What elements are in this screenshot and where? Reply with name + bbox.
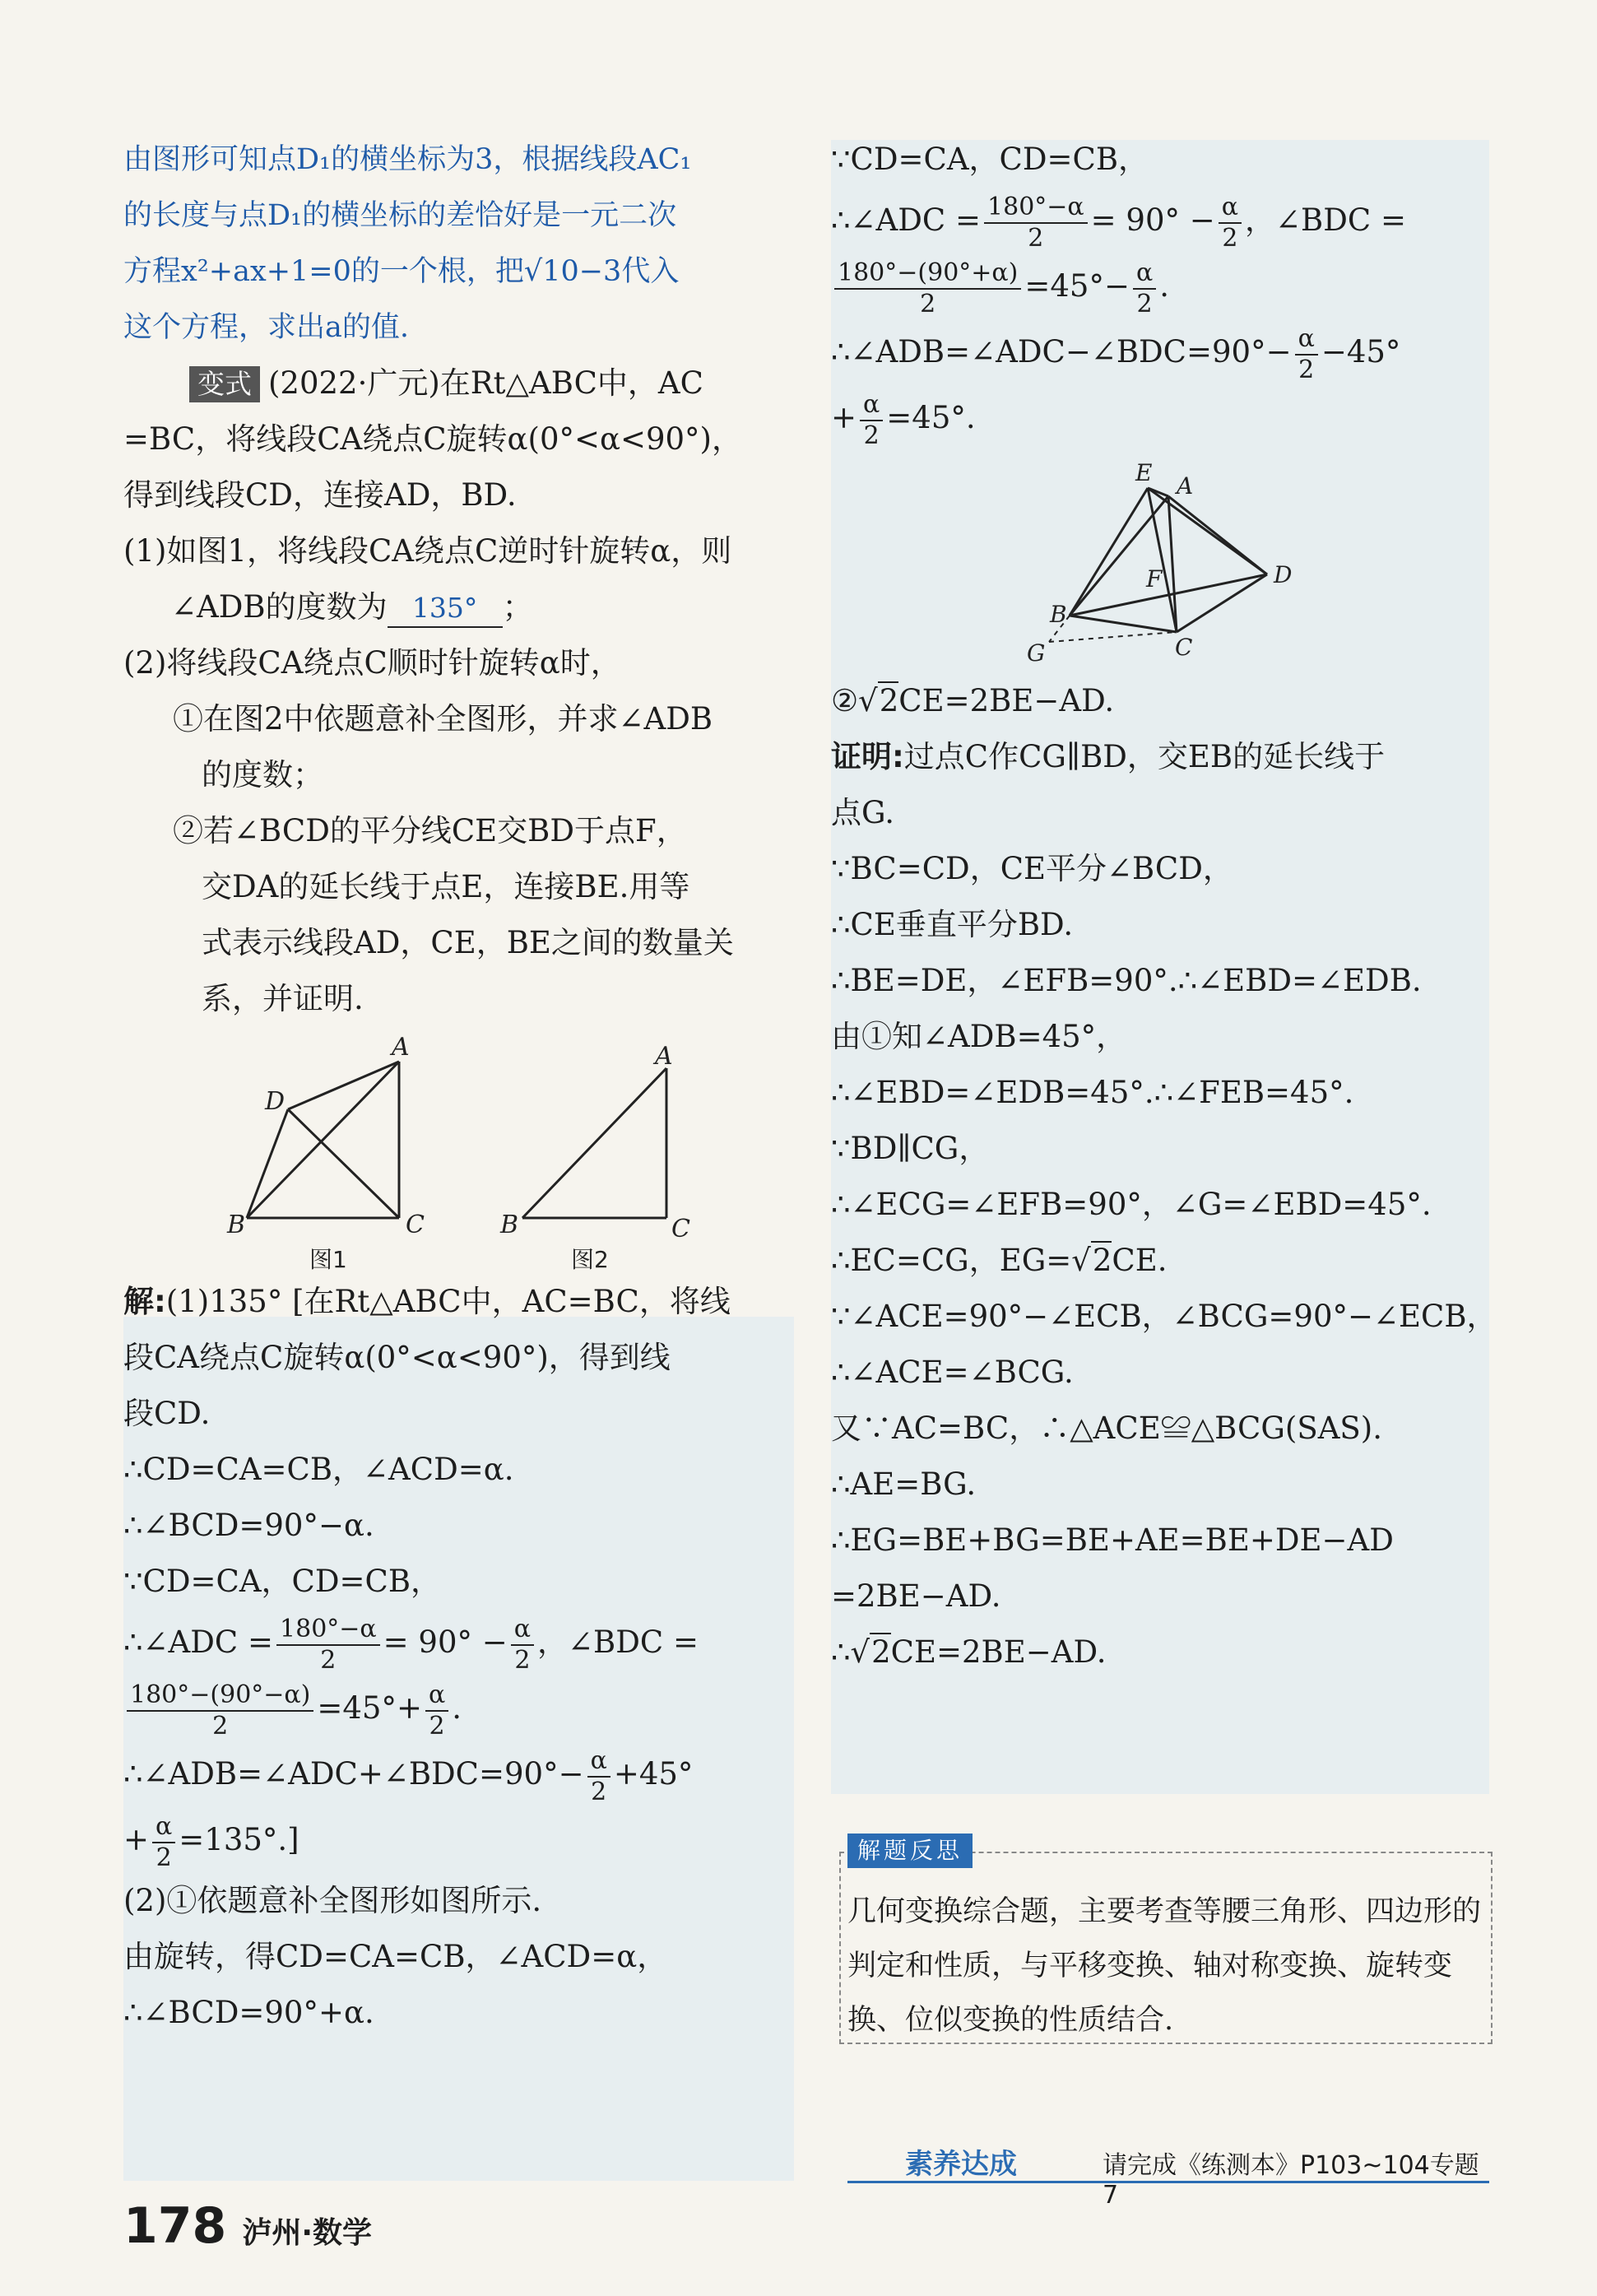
hint-line: 方程x²+ax+1=0的一个根，把√10−3代入 bbox=[123, 255, 680, 288]
solution-line: ∵CD=CA，CD=CB， bbox=[123, 1564, 442, 1599]
question-2-1: ①在图2中依题意补全图形，并求∠ADB bbox=[173, 701, 713, 737]
variant-tag: 变式 bbox=[189, 366, 260, 402]
fig3-label-A: A bbox=[1177, 472, 1194, 500]
figure-2-label: 图2 bbox=[571, 1246, 609, 1273]
hint-line: 的长度与点D₁的横坐标的差恰好是一元二次 bbox=[123, 199, 677, 232]
footer-task: 请完成《练测本》P103~104专题7 bbox=[1103, 2151, 1479, 2210]
page-footer bbox=[123, 2197, 372, 2255]
proof-label: 证明: bbox=[831, 739, 904, 774]
proof-line: ∴∠ECG=∠EFB=90°，∠G=∠EBD=45°. bbox=[831, 1187, 1432, 1222]
solution-line: ∴CD=CA=CB，∠ACD=α. bbox=[123, 1452, 514, 1487]
answer-blank: 135° bbox=[388, 590, 503, 628]
solution-line: 解:(1)135° [在Rt△ABC中，AC=BC，将线 bbox=[123, 1284, 731, 1319]
fig1-label-D: D bbox=[265, 1087, 286, 1116]
fig1-label-C: C bbox=[406, 1211, 425, 1239]
solution-bdc: $\frac{180^\circ-(90^\circ+\alpha)}{2}$ =45°− $\frac{\alpha}{2}$ . bbox=[831, 253, 1493, 319]
proof-line: ∴∠ACE=∠BCG. bbox=[831, 1355, 1074, 1390]
problem-line: 变式 (2022·广元)在Rt△ABC中，AC bbox=[123, 356, 786, 411]
footer-logo: 素养达成 bbox=[905, 2148, 1017, 2181]
proof-line: 点G. bbox=[831, 795, 894, 830]
question-2-2: 式表示线段AD，CE，BE之间的数量关 bbox=[202, 925, 734, 960]
question-2-2: 交DA的延长线于点E，连接BE.用等 bbox=[202, 869, 690, 904]
proof-line: ∴∠EBD=∠EDB=45°.∴∠FEB=45°. bbox=[831, 1075, 1354, 1110]
question-1: (1)如图1，将线段CA绕点C逆时针旋转α，则 bbox=[123, 533, 732, 569]
fig3-label-G: G bbox=[1027, 639, 1046, 667]
proof-line: ∴CE垂直平分BD. bbox=[831, 907, 1074, 942]
solution-bdc: $\frac{180^\circ-(90^\circ-\alpha)}{2}$ =45°+ $\frac{\alpha}{2}$ . bbox=[123, 1676, 786, 1741]
proof-line: ∴BE=DE，∠EFB=90°.∴∠EBD=∠EDB. bbox=[831, 963, 1422, 998]
fig3-label-B: B bbox=[1050, 601, 1067, 628]
solution-line: ∴∠BCD=90°+α. bbox=[123, 1995, 374, 2030]
left-column bbox=[123, 132, 786, 2041]
figure-1-and-2 bbox=[123, 1027, 786, 1274]
proof-line: 证明:过点C作CG∥BD，交EB的延长线于 bbox=[831, 739, 1386, 774]
fig3-label-C: C bbox=[1175, 634, 1193, 661]
figure-3 bbox=[831, 451, 1493, 673]
fig2-label-A: A bbox=[655, 1042, 673, 1071]
hint-line: 由图形可知点D₁的横坐标为3，根据线段AC₁ bbox=[123, 143, 692, 176]
question-2-1: 的度数； bbox=[202, 757, 323, 792]
fig3-label-F: F bbox=[1146, 565, 1163, 593]
solution-adb: ∴∠ADB=∠ADC−∠BDC=90°− $\frac{\alpha}{2}$ −45° bbox=[831, 323, 1401, 384]
proof-line: ∴EC=CG，EG=√2CE. bbox=[831, 1243, 1168, 1278]
solution-adc: ∴∠ADC = $\frac{180^\circ-\alpha}{2}$ = 90° − $\frac{\alpha}{2}$ ，∠BDC = bbox=[123, 1614, 699, 1675]
proof-line: ∵∠ACE=90°−∠ECB，∠BCG=90°−∠ECB， bbox=[831, 1299, 1497, 1334]
solution-line: (2)①依题意补全图形如图所示. bbox=[123, 1883, 542, 1918]
question-2-2: ②若∠BCD的平分线CE交BD于点F， bbox=[173, 813, 687, 848]
problem-line: =BC，将线段CA绕点C旋转α(0°<α<90°)， bbox=[123, 421, 742, 457]
solution-line: 由旋转，得CD=CA=CB，∠ACD=α， bbox=[123, 1939, 668, 1974]
fig3-label-D: D bbox=[1274, 561, 1293, 588]
solution-adb: ∴∠ADB=∠ADC+∠BDC=90°− $\frac{\alpha}{2}$ +45° bbox=[123, 1745, 694, 1806]
solution-line: 段CA绕点C旋转α(0°<α<90°)，得到线 bbox=[123, 1340, 671, 1375]
solution-line: 段CD. bbox=[123, 1396, 211, 1431]
proof-line: ∴EG=BE+BG=BE+AE=BE+DE−AD bbox=[831, 1522, 1394, 1558]
footer-task-bar bbox=[847, 2140, 1489, 2210]
proof-line: ∴AE=BG. bbox=[831, 1466, 977, 1502]
solution-adb-2: + $\frac{\alpha}{2}$ =135°.] bbox=[123, 1811, 299, 1872]
figures bbox=[123, 1027, 786, 1274]
proof-line: 又∵AC=BC，∴△ACE≌△BCG(SAS). bbox=[831, 1411, 1382, 1446]
reflection-text: 几何变换综合题，主要考查等腰三角形、四边形的判定和性质，与平移变换、轴对称变换、旋转变换、位似变换的性质结合. bbox=[847, 1895, 1482, 2037]
fig1-label-B: B bbox=[227, 1211, 246, 1239]
fig3-label-E: E bbox=[1135, 459, 1153, 486]
question-2-2: 系，并证明. bbox=[202, 981, 364, 1016]
proof-line: =2BE−AD. bbox=[831, 1578, 1001, 1614]
solution-adc: ∴∠ADC = $\frac{180^\circ-\alpha}{2}$ = 90° − $\frac{\alpha}{2}$ ，∠BDC = bbox=[831, 192, 1406, 253]
right-column bbox=[831, 132, 1497, 1680]
solution-adb-2: + $\frac{\alpha}{2}$ =45°. bbox=[831, 389, 976, 450]
solution-line: ∴∠BCD=90°−α. bbox=[123, 1508, 374, 1543]
question-1-answer-line: ∠ADB的度数为 135° ； bbox=[123, 579, 786, 635]
figure-3-diagram bbox=[831, 451, 1493, 673]
problem-line: 得到线段CD，连接AD，BD. bbox=[123, 477, 517, 513]
fig2-label-B: B bbox=[500, 1211, 519, 1239]
book-title: 泸州·数学 bbox=[242, 2216, 373, 2250]
page-number: 178 bbox=[123, 2197, 227, 2255]
proof-line: 由①知∠ADB=45°， bbox=[831, 1019, 1127, 1054]
solution-label: 解: bbox=[123, 1284, 166, 1319]
solution-line: ∵CD=CA，CD=CB， bbox=[831, 142, 1149, 177]
fig1-label-A: A bbox=[392, 1033, 410, 1062]
proof-line: ∵BC=CD，CE平分∠BCD， bbox=[831, 851, 1233, 886]
reflection-tag: 解题反思 bbox=[847, 1834, 973, 1868]
fig2-label-C: C bbox=[671, 1215, 690, 1243]
question-2: (2)将线段CA绕点C顺时针旋转α时， bbox=[123, 645, 621, 681]
hint-line: 这个方程，求出a的值. bbox=[123, 311, 409, 344]
proof-conclusion: ∴√2CE=2BE−AD. bbox=[831, 1634, 1107, 1670]
part-2-2-result: ②√2CE=2BE−AD. bbox=[831, 683, 1115, 718]
figure-1-label: 图1 bbox=[309, 1246, 347, 1273]
proof-line: ∵BD∥CG， bbox=[831, 1131, 990, 1166]
